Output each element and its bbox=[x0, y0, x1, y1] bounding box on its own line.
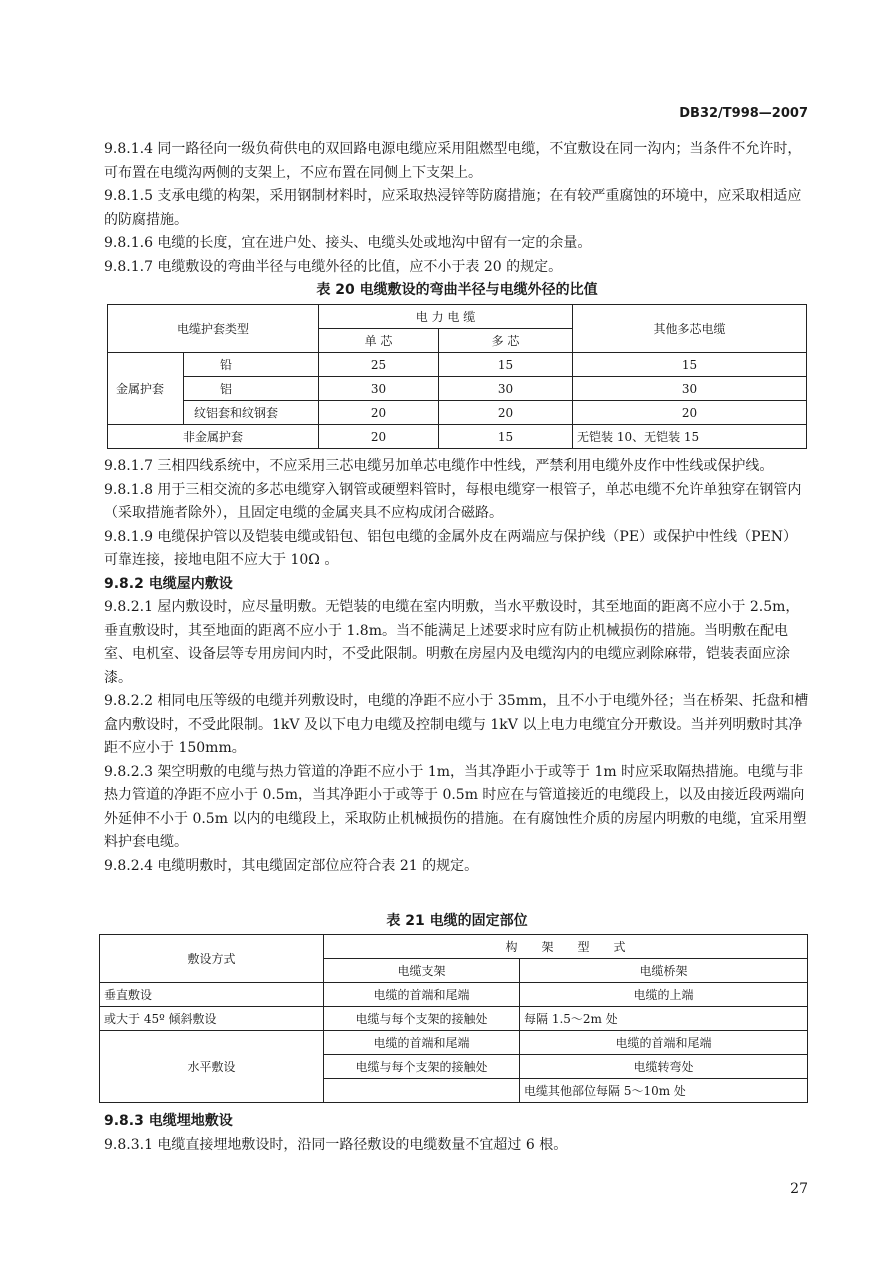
cell-support: 电缆的首端和尾端 bbox=[324, 1031, 520, 1055]
cell-other: 15 bbox=[573, 353, 807, 377]
cell-support bbox=[324, 1079, 520, 1103]
header-multi-core: 多 芯 bbox=[439, 329, 573, 353]
row-name: 铝 bbox=[184, 377, 319, 401]
header-cable-support: 电缆支架 bbox=[324, 959, 520, 983]
cell-multi: 15 bbox=[439, 425, 573, 449]
row-name: 铅 bbox=[184, 353, 319, 377]
clause-9-8-1-8: 9.8.1.8 用于三相交流的多芯电缆穿入钢管或硬塑料管时，每根电缆穿一根管子，单芯电缆不允许单独穿在钢管内（采取措施者除外），且固定电缆的金属夹具不应构成闭合磁路。 bbox=[104, 481, 802, 521]
clause-9-8-2-2: 9.8.2.2 相同电压等级的电缆并列敷设时，电缆的净距不应小于 35mm，且不小于电缆外径；当在桥架、托盘和槽盒内敷设时，不受此限制。1kV 及以下电力电缆及控制电缆与 1kV 以上电力电缆宜分开敷设。当并列明敷时其净距不应小于 150mm。 bbox=[104, 693, 809, 756]
clause-9-8-2-4: 9.8.2.4 电缆明敷时，其电缆固定部位应符合表 21 的规定。 bbox=[104, 857, 479, 874]
header-single-core: 单 芯 bbox=[319, 329, 439, 353]
clause-9-8-1-7: 9.8.1.7 电缆敷设的弯曲半径与电缆外径的比值，应不小于表 20 的规定。 bbox=[104, 258, 563, 275]
clause-9-8-1-6: 9.8.1.6 电缆的长度，宜在进户处、接头、电缆头处或地沟中留有一定的余量。 bbox=[104, 235, 592, 251]
paragraph-block-b bbox=[104, 455, 810, 878]
table-21-caption: 表 21 电缆的固定部位 bbox=[386, 913, 528, 929]
table-21 bbox=[99, 934, 808, 1103]
table-20 bbox=[107, 304, 807, 449]
cell-single: 20 bbox=[319, 425, 439, 449]
page-number: 27 bbox=[790, 1181, 808, 1197]
cell-other: 无铠装 10、无铠装 15 bbox=[573, 425, 807, 449]
header-sheath-type: 电缆护套类型 bbox=[108, 305, 319, 353]
row-name: 纹铝套和纹钢套 bbox=[184, 401, 319, 425]
vertical-method-line1: 垂直敷设 bbox=[100, 983, 324, 1007]
clause-9-8-1-4: 9.8.1.4 同一路径向一级负荷供电的双回路电源电缆应采用阻燃型电缆，不宜敷设在同一沟内；当条件不允许时，可布置在电缆沟两侧的支架上，不应布置在同侧上下支架上。 bbox=[104, 141, 802, 181]
header-laying-method: 敷设方式 bbox=[100, 935, 324, 983]
clause-9-8-1-9: 9.8.1.9 电缆保护管以及铠装电缆或铅包、铝包电缆的金属外皮在两端应与保护线（PE）或保护中性线（PEN）可靠连接，接地电阻不应大于 10Ω 。 bbox=[104, 528, 797, 568]
cell-tray: 每隔 1.5～2m 处 bbox=[520, 1007, 808, 1031]
horizontal-method: 水平敷设 bbox=[100, 1031, 324, 1103]
cell-tray: 电缆的上端 bbox=[520, 983, 808, 1007]
cell-support: 电缆的首端和尾端 bbox=[324, 983, 520, 1007]
section-9-8-2-heading: 9.8.2 电缆屋内敷设 bbox=[104, 575, 233, 592]
header-power-cable: 电 力 电 缆 bbox=[319, 305, 573, 329]
cell-support: 电缆与每个支架的接触处 bbox=[324, 1007, 520, 1031]
metal-sheath-group: 金属护套 bbox=[108, 353, 184, 425]
header-cable-tray: 电缆桥架 bbox=[520, 959, 808, 983]
cell-multi: 15 bbox=[439, 353, 573, 377]
paragraph-block-d bbox=[104, 1110, 810, 1157]
document-number: DB32/T998—2007 bbox=[679, 106, 808, 121]
clause-9-8-3-1: 9.8.3.1 电缆直接埋地敷设时，沿同一路径敷设的电缆数量不宜超过 6 根。 bbox=[104, 1136, 568, 1153]
row-nonmetal-name: 非金属护套 bbox=[108, 425, 319, 449]
cell-tray: 电缆的首端和尾端 bbox=[520, 1031, 808, 1055]
header-structure-type: 构 架 型 式 bbox=[324, 935, 808, 959]
cell-single: 20 bbox=[319, 401, 439, 425]
cell-tray: 电缆转弯处 bbox=[520, 1055, 808, 1079]
cell-single: 25 bbox=[319, 353, 439, 377]
cell-support: 电缆与每个支架的接触处 bbox=[324, 1055, 520, 1079]
clause-9-8-2-3: 9.8.2.3 架空明敷的电缆与热力管道的净距不应小于 1m，当其净距小于或等于 1m 时应采取隔热措施。电缆与非热力管道的净距不应小于 0.5m，当其净距小于或等于 0.5m 时应在与管道接近的电缆段上，以及由接近段两端向外延伸不小于 0.5m 以内的电缆段上，采取防止机械损伤的措施。在有腐蚀性介质的房屋内明敷的电缆，宜采用塑料护套电缆。 bbox=[104, 763, 807, 850]
table-20-caption: 表 20 电缆敷设的弯曲半径与电缆外径的比值 bbox=[316, 282, 598, 298]
clause-9-8-1-5: 9.8.1.5 支承电缆的构架，采用钢制材料时，应采取热浸锌等防腐措施；在有较严重腐蚀的环境中，应采取相适应的防腐措施。 bbox=[104, 188, 802, 228]
section-9-8-3-heading: 9.8.3 电缆埋地敷设 bbox=[104, 1113, 233, 1129]
clause-9-8-2-1: 9.8.2.1 屋内敷设时，应尽量明敷。无铠装的电缆在室内明敷，当水平敷设时，其至地面的距离不应小于 2.5m，垂直敷设时，其至地面的距离不应小于 1.8m。当不能满足上述要求时应有防止机械损伤的措施。当明敷在配电室、电机室、设备层等专用房间内时，不受此限制。明敷在房屋内及电缆沟内的电缆应剥除麻带，铠装表面应涂漆。 bbox=[104, 599, 800, 686]
cell-tray: 电缆其他部位每隔 5～10m 处 bbox=[520, 1079, 808, 1103]
paragraph-block-a bbox=[104, 138, 810, 302]
cell-multi: 20 bbox=[439, 401, 573, 425]
cell-other: 20 bbox=[573, 401, 807, 425]
cell-single: 30 bbox=[319, 377, 439, 401]
cell-other: 30 bbox=[573, 377, 807, 401]
clause-9-8-1-7b: 9.8.1.7 三相四线系统中，不应采用三芯电缆另加单芯电缆作中性线，严禁利用电缆外皮作中性线或保护线。 bbox=[104, 458, 774, 474]
vertical-method-line2: 或大于 45º 倾斜敷设 bbox=[100, 1007, 324, 1031]
cell-multi: 30 bbox=[439, 377, 573, 401]
header-other-cable: 其他多芯电缆 bbox=[573, 305, 807, 353]
